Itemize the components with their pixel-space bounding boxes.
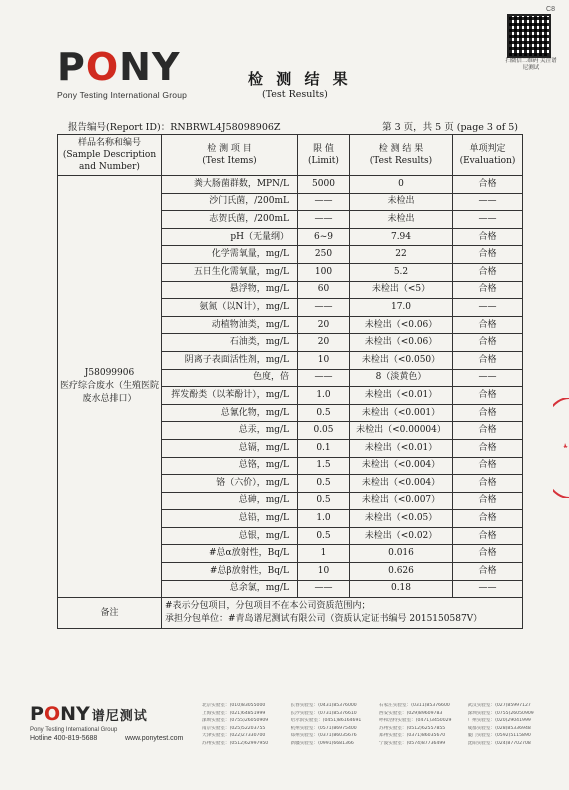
limit-value: 0.5: [298, 527, 350, 545]
report-id-value: RNBRWL4J58098906Z: [170, 122, 281, 133]
evaluation-value: 合格: [453, 439, 523, 457]
limit-value: 10: [298, 351, 350, 369]
evaluation-value: ——: [453, 580, 523, 598]
logo-subtitle: Pony Testing International Group: [57, 90, 188, 100]
evaluation-value: 合格: [453, 545, 523, 563]
limit-value: 10: [298, 563, 350, 581]
lab-contact: 杭州实验室：(0571)86975400: [290, 725, 357, 731]
limit-value: 1: [298, 545, 350, 563]
result-value: 未检出（<0.06）: [350, 316, 453, 334]
evaluation-value: 合格: [453, 492, 523, 510]
logo-wordmark: PONY: [57, 45, 181, 89]
evaluation-value: 合格: [453, 246, 523, 264]
result-value: 0.18: [350, 580, 453, 598]
test-item: 总砷，mg/L: [162, 492, 298, 510]
page-title: 检 测 结 果: [248, 70, 352, 88]
limit-value: 0.05: [298, 422, 350, 440]
header-evaluation: 单项判定 (Evaluation): [453, 135, 523, 176]
result-value: 未检出（<0.01）: [350, 439, 453, 457]
table-row: [58, 176, 523, 194]
evaluation-value: 合格: [453, 563, 523, 581]
test-item: pH（无量纲）: [162, 228, 298, 246]
evaluation-value: ——: [453, 211, 523, 229]
evaluation-value: 合格: [453, 228, 523, 246]
lab-contact: 宁波实验室：(0574)87736499: [379, 740, 446, 746]
test-item: 石油类，mg/L: [162, 334, 298, 352]
test-item: 五日生化需氧量，mg/L: [162, 263, 298, 281]
lab-contact: 成都实验室：(028)85336948: [467, 725, 531, 731]
limit-value: ——: [298, 580, 350, 598]
test-item: 挥发酚类（以苯酚计），mg/L: [162, 387, 298, 405]
test-item: #总α放射性，Bq/L: [162, 545, 298, 563]
lab-contact: 郑州实验室：(0371)86035670: [379, 733, 446, 738]
result-value: 0.016: [350, 545, 453, 563]
result-value: 未检出（<0.004）: [350, 457, 453, 475]
footer-hotline: Hotline 400-819-5688: [30, 735, 98, 742]
lab-contact: 苏州实验室：(0512)62997950: [202, 740, 269, 746]
test-item: 总余氯，mg/L: [162, 580, 298, 598]
sample-id: J58099906: [84, 368, 135, 379]
lab-contact: 苏州实验室：(0512)62557855: [379, 725, 446, 731]
header-result: 检 测 结 果 (Test Results): [350, 135, 453, 176]
evaluation-value: 合格: [453, 334, 523, 352]
lab-directory: [202, 703, 552, 747]
limit-value: 250: [298, 246, 350, 264]
evaluation-value: ——: [453, 299, 523, 317]
evaluation-value: 合格: [453, 387, 523, 405]
result-value: 未检出（<0.02）: [350, 527, 453, 545]
evaluation-value: 合格: [453, 351, 523, 369]
sample-cell: [58, 176, 162, 598]
result-value: 8（淡黄色）: [350, 369, 453, 387]
limit-value: 60: [298, 281, 350, 299]
lab-contact: 深圳实验室：(0755)26050909: [467, 710, 534, 716]
result-value: 未检出（<0.06）: [350, 334, 453, 352]
evaluation-value: 合格: [453, 527, 523, 545]
test-item: 化学需氧量，mg/L: [162, 246, 298, 264]
lab-contact: 沈阳实验室：(024)87702708: [467, 740, 531, 746]
test-item: 粪大肠菌群数，MPN/L: [162, 176, 298, 194]
test-item: 总汞，mg/L: [162, 422, 298, 440]
limit-value: 6~9: [298, 228, 350, 246]
footer-logo: PONY 谱尼测试: [30, 703, 148, 725]
lab-contact: 长春实验室：(0431)85376000: [290, 703, 357, 708]
test-item: 总银，mg/L: [162, 527, 298, 545]
lab-contact: 上海实验室：(021)64851999: [202, 710, 266, 716]
result-value: 未检出: [350, 211, 453, 229]
result-value: 未检出（<0.05）: [350, 510, 453, 528]
test-item: 总氰化物，mg/L: [162, 404, 298, 422]
evaluation-value: 合格: [453, 475, 523, 493]
lab-contact: 厦门实验室：(0592)5115890: [467, 733, 531, 738]
limit-value: ——: [298, 193, 350, 211]
limit-value: 20: [298, 316, 350, 334]
qr-caption: 扫微信二维码 关注谱尼测试: [505, 58, 557, 71]
result-value: 未检出（<0.004）: [350, 475, 453, 493]
result-value: 0.626: [350, 563, 453, 581]
test-item: 总铅，mg/L: [162, 510, 298, 528]
result-value: 未检出（<0.007）: [350, 492, 453, 510]
limit-value: 1.5: [298, 457, 350, 475]
test-item: 沙门氏菌，/200mL: [162, 193, 298, 211]
result-value: 未检出（<0.01）: [350, 387, 453, 405]
footer-subtitle: Pony Testing International Group: [30, 727, 118, 733]
test-item: 动植物油类，mg/L: [162, 316, 298, 334]
limit-value: ——: [298, 299, 350, 317]
test-item: #总β放射性，Bq/L: [162, 563, 298, 581]
header-limit: 限 值 (Limit): [298, 135, 350, 176]
report-id-label: 报告编号(Report ID)：: [68, 122, 171, 133]
limit-value: 100: [298, 263, 350, 281]
corner-mark: C8: [546, 6, 555, 13]
table-header-row: [58, 135, 523, 176]
lab-contact: 西安实验室：(029)89609783: [379, 710, 443, 716]
results-table: [57, 134, 523, 629]
evaluation-value: 合格: [453, 457, 523, 475]
evaluation-value: 合格: [453, 281, 523, 299]
result-value: 未检出（<0.001）: [350, 404, 453, 422]
result-value: 未检出（<0.00004）: [350, 422, 453, 440]
limit-value: 1.0: [298, 387, 350, 405]
test-item: 悬浮物，mg/L: [162, 281, 298, 299]
lab-contact: 郑州实验室：(0371)86035676: [290, 733, 357, 738]
page-subtitle: (Test Results): [262, 89, 328, 100]
footer-website[interactable]: www.ponytest.com: [125, 735, 184, 742]
result-value: 5.2: [350, 263, 453, 281]
result-value: 未检出（<5）: [350, 281, 453, 299]
note-label: 备注: [58, 598, 162, 629]
limit-value: ——: [298, 369, 350, 387]
evaluation-value: 合格: [453, 176, 523, 194]
lab-contact: 北京实验室：(010)83055000: [202, 703, 266, 708]
lab-contact: 深圳实验室：(0755)26050909: [202, 718, 269, 723]
lab-contact: 新疆实验室：(0991)6681366: [290, 740, 354, 746]
test-item: 总铬，mg/L: [162, 457, 298, 475]
evaluation-value: ——: [453, 369, 523, 387]
qr-code-icon: [507, 14, 551, 58]
header-logo: [57, 45, 188, 100]
seal-stamp-icon: [553, 398, 569, 498]
evaluation-value: 合格: [453, 510, 523, 528]
limit-value: 5000: [298, 176, 350, 194]
test-item: 阴离子表面活性剂，mg/L: [162, 351, 298, 369]
limit-value: 0.5: [298, 475, 350, 493]
evaluation-value: 合格: [453, 422, 523, 440]
report-id-row: [68, 119, 518, 133]
limit-value: ——: [298, 211, 350, 229]
result-value: 未检出（<0.050）: [350, 351, 453, 369]
sample-description: 医疗综合废水（生殖医院废水总排口）: [60, 381, 160, 405]
result-value: 17.0: [350, 299, 453, 317]
note-line-1: #表示分包项目，分包项目不在本公司资质范围内；: [165, 601, 371, 612]
test-item: 色度，倍: [162, 369, 298, 387]
lab-contact: 天津实验室：(022)27330700: [202, 733, 266, 738]
page-indicator: 第 3 页，共 5 页 (page 3 of 5): [382, 122, 518, 133]
test-item: 铬（六价），mg/L: [162, 475, 298, 493]
limit-value: 0.1: [298, 439, 350, 457]
limit-value: 0.5: [298, 404, 350, 422]
evaluation-value: 合格: [453, 404, 523, 422]
evaluation-value: 合格: [453, 263, 523, 281]
limit-value: 20: [298, 334, 350, 352]
result-value: 7.94: [350, 228, 453, 246]
lab-contact: 武汉实验室：(027)85997127: [467, 703, 531, 708]
note-text: [162, 598, 523, 629]
lab-contact: 呼和浩特实验室：(0471)3450029: [379, 718, 452, 723]
lab-contact: 南京实验室：(025)52203755: [202, 725, 266, 731]
limit-value: 0.5: [298, 492, 350, 510]
evaluation-value: 合格: [453, 316, 523, 334]
note-row: [58, 598, 523, 629]
test-item: 氨氮（以N计），mg/L: [162, 299, 298, 317]
result-value: 未检出: [350, 193, 453, 211]
lab-contact: 长沙实验室：(0731)85376610: [290, 710, 357, 716]
note-line-2: 承担分包单位：#青岛谱尼测试有限公司（资质认定证书编号 2015150587V）: [165, 614, 483, 625]
limit-value: 1.0: [298, 510, 350, 528]
test-item: 总镉，mg/L: [162, 439, 298, 457]
header-sample: 样品名称和编号 (Sample Description and Number): [58, 135, 162, 176]
result-value: 0: [350, 176, 453, 194]
evaluation-value: ——: [453, 193, 523, 211]
test-item: 志贺氏菌，/200mL: [162, 211, 298, 229]
lab-contact: 石家庄实验室：(0311)85376600: [379, 703, 450, 708]
result-value: 22: [350, 246, 453, 264]
lab-contact: 广州实验室：(020)29041999: [467, 718, 531, 723]
header-items: 检 测 项 目 (Test Items): [162, 135, 298, 176]
lab-contact: 哈尔滨实验室：(0451)86164691: [290, 718, 362, 723]
